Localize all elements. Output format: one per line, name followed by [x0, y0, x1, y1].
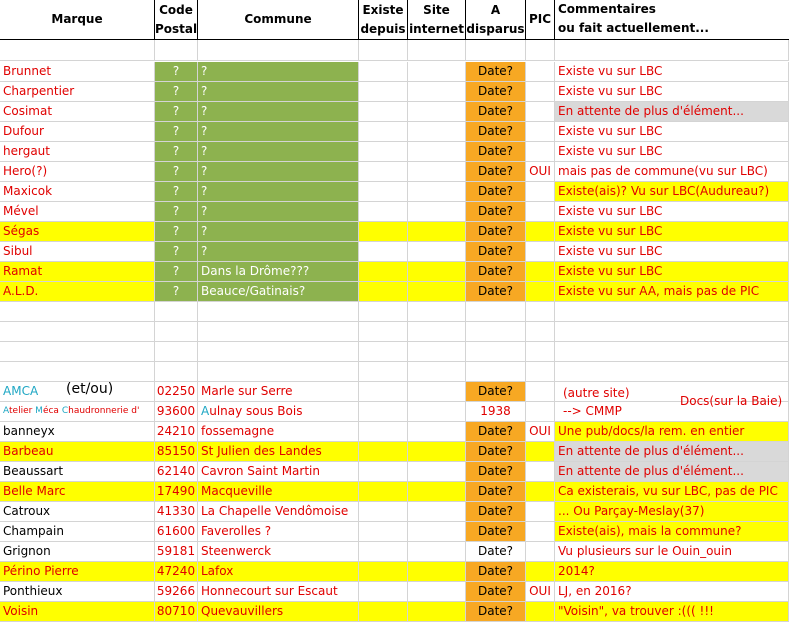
cell-empty[interactable]: [526, 362, 555, 382]
cell-comment[interactable]: ... Ou Parçay-Meslay(37): [555, 502, 789, 522]
cell-disparus[interactable]: Date?: [466, 482, 526, 502]
table-row: [0, 482, 789, 502]
cell-comment[interactable]: Existe vu sur AA, mais pas de PIC: [555, 282, 789, 302]
cell-pic[interactable]: OUI: [526, 162, 555, 182]
cell-disparus[interactable]: Date?: [466, 442, 526, 462]
cell-marque[interactable]: Sibul: [0, 242, 155, 262]
cell-pic[interactable]: OUI: [526, 582, 555, 602]
cell-code[interactable]: ?: [155, 142, 198, 162]
cell-empty[interactable]: [466, 40, 526, 61]
table-row: [0, 162, 789, 182]
cell-disparus[interactable]: Date?: [466, 102, 526, 122]
cell-empty[interactable]: [198, 342, 359, 362]
commune-b: ulnay sous Bois: [209, 404, 303, 418]
cell-empty[interactable]: [0, 342, 155, 362]
cell-comment[interactable]: Existe vu sur LBC: [555, 222, 789, 242]
cell-existe[interactable]: [359, 122, 408, 142]
header-code-postal[interactable]: [155, 0, 198, 40]
cell-existe[interactable]: [359, 562, 408, 582]
table-row: [0, 202, 789, 222]
cell-comment[interactable]: Existe vu sur LBC: [555, 142, 789, 162]
cell-comment[interactable]: En attente de plus d'élément...: [555, 102, 789, 122]
cell-existe[interactable]: [359, 422, 408, 442]
cell-site[interactable]: [408, 202, 466, 222]
cell-existe[interactable]: [359, 402, 408, 422]
cell-disparus[interactable]: Date?: [466, 262, 526, 282]
cell-comment[interactable]: En attente de plus d'élément...: [555, 442, 789, 462]
table-row: [0, 242, 789, 262]
table-row: [0, 462, 789, 482]
cell-disparus[interactable]: Date?: [466, 82, 526, 102]
cell-commune[interactable]: Cavron Saint Martin: [198, 462, 359, 482]
cell-empty[interactable]: [359, 40, 408, 61]
cell-commune[interactable]: ?: [198, 202, 359, 222]
table-row: [0, 182, 789, 202]
cell-disparus[interactable]: Date?: [466, 122, 526, 142]
commune-a: A: [201, 404, 210, 418]
cell-pic[interactable]: [526, 402, 555, 422]
cell-pic[interactable]: [526, 482, 555, 502]
cell-comment[interactable]: mais pas de commune(vu sur LBC): [555, 162, 789, 182]
cell-code[interactable]: ?: [155, 282, 198, 302]
cell-commune[interactable]: fossemagne: [198, 422, 359, 442]
cell-marque[interactable]: Grignon: [0, 542, 155, 562]
cell-marque[interactable]: Maxicok: [0, 182, 155, 202]
cell-site[interactable]: [408, 282, 466, 302]
cell-pic[interactable]: [526, 102, 555, 122]
cell-site[interactable]: [408, 102, 466, 122]
header-existe-depuis[interactable]: [359, 0, 408, 40]
cell-site[interactable]: [408, 122, 466, 142]
cell-code[interactable]: 02250: [155, 382, 198, 402]
cell-site[interactable]: [408, 482, 466, 502]
cell-existe[interactable]: [359, 442, 408, 462]
cell-marque[interactable]: Périno Pierre: [0, 562, 155, 582]
cell-commune[interactable]: Beauce/Gatinais?: [198, 282, 359, 302]
atelier-c: M: [35, 406, 43, 416]
table-row: [0, 122, 789, 142]
cell-pic[interactable]: [526, 462, 555, 482]
cell-disparus[interactable]: Date?: [466, 542, 526, 562]
cell-commune[interactable]: Lafox: [198, 562, 359, 582]
cell-marque[interactable]: A.L.D.: [0, 282, 155, 302]
cell-pic[interactable]: [526, 202, 555, 222]
cell-comment[interactable]: [555, 382, 789, 408]
blank-row: [0, 342, 789, 362]
cell-existe[interactable]: [359, 382, 408, 402]
cell-code[interactable]: ?: [155, 82, 198, 102]
table-row: [0, 282, 789, 302]
cell-existe[interactable]: [359, 542, 408, 562]
table-row: [0, 602, 789, 622]
cell-empty[interactable]: [198, 362, 359, 382]
cell-disparus[interactable]: Date?: [466, 562, 526, 582]
blank-row: [0, 362, 789, 382]
cell-marque[interactable]: hergaut: [0, 142, 155, 162]
cell-empty[interactable]: [466, 342, 526, 362]
comment-amca-extra: Docs(sur la Baie): [680, 394, 783, 408]
cell-site[interactable]: [408, 222, 466, 242]
cell-pic[interactable]: [526, 142, 555, 162]
cell-pic[interactable]: [526, 522, 555, 542]
blank-row: [0, 40, 789, 61]
header-internet-label: internet: [409, 21, 464, 36]
cell-pic[interactable]: [526, 562, 555, 582]
cell-commune[interactable]: Macqueville: [198, 482, 359, 502]
cell-site[interactable]: [408, 502, 466, 522]
header-pic[interactable]: [526, 0, 555, 40]
table-row: [0, 62, 789, 82]
cell-site[interactable]: [408, 442, 466, 462]
cell-marque[interactable]: Barbeau: [0, 442, 155, 462]
header-marque-label: Marque: [51, 12, 103, 26]
cell-marque[interactable]: Mével: [0, 202, 155, 222]
cell-empty[interactable]: [359, 302, 408, 322]
cell-empty[interactable]: [0, 302, 155, 322]
cell-empty[interactable]: [155, 302, 198, 322]
atelier-f: haudronnerie d': [68, 406, 140, 416]
cell-comment[interactable]: Existe(ais)? Vu sur LBC(Audureau?): [555, 182, 789, 202]
cell-commune[interactable]: ?: [198, 142, 359, 162]
cell-code[interactable]: 62140: [155, 462, 198, 482]
cell-marque[interactable]: [0, 382, 155, 402]
cell-site[interactable]: [408, 522, 466, 542]
cell-marque[interactable]: Ponthieux: [0, 582, 155, 602]
cell-pic[interactable]: [526, 222, 555, 242]
cell-code[interactable]: 17490: [155, 482, 198, 502]
cell-marque[interactable]: Hero(?): [0, 162, 155, 182]
cell-site[interactable]: [408, 242, 466, 262]
cell-code[interactable]: ?: [155, 202, 198, 222]
cell-code[interactable]: ?: [155, 262, 198, 282]
cell-marque[interactable]: Cosimat: [0, 102, 155, 122]
cell-marque[interactable]: Catroux: [0, 502, 155, 522]
cell-disparus[interactable]: Date?: [466, 282, 526, 302]
table-row: [0, 582, 789, 602]
cell-marque[interactable]: Belle Marc: [0, 482, 155, 502]
cell-marque[interactable]: Voisin: [0, 602, 155, 622]
cell-comment[interactable]: Vu plusieurs sur le Ouin_ouin: [555, 542, 789, 562]
cell-empty[interactable]: [155, 342, 198, 362]
table-row: [0, 222, 789, 242]
cell-marque[interactable]: Ségas: [0, 222, 155, 242]
cell-empty[interactable]: [0, 322, 155, 342]
cell-existe[interactable]: [359, 262, 408, 282]
cell-pic[interactable]: [526, 442, 555, 462]
cell-marque[interactable]: Brunnet: [0, 62, 155, 82]
cell-pic[interactable]: [526, 242, 555, 262]
cell-empty[interactable]: [526, 322, 555, 342]
cell-commune[interactable]: ?: [198, 242, 359, 262]
cell-comment[interactable]: Existe vu sur LBC: [555, 122, 789, 142]
cell-existe[interactable]: [359, 482, 408, 502]
header-postal-label: Postal: [154, 21, 198, 36]
cell-site[interactable]: [408, 562, 466, 582]
cell-disparus[interactable]: Date?: [466, 422, 526, 442]
atelier-e: C: [61, 406, 69, 416]
cell-existe[interactable]: [359, 222, 408, 242]
cell-disparus[interactable]: Date?: [466, 242, 526, 262]
cell-comment[interactable]: Existe vu sur LBC: [555, 202, 789, 222]
cell-empty[interactable]: [408, 342, 466, 362]
cell-pic[interactable]: [526, 122, 555, 142]
cell-marque[interactable]: Beaussart: [0, 462, 155, 482]
cell-existe[interactable]: [359, 202, 408, 222]
cell-existe[interactable]: [359, 82, 408, 102]
header-depuis-label: depuis: [360, 21, 406, 36]
cell-disparus[interactable]: 1938: [466, 402, 526, 422]
header-row: [0, 0, 789, 40]
cell-disparus[interactable]: Date?: [466, 142, 526, 162]
cell-empty[interactable]: [526, 40, 555, 61]
cell-empty[interactable]: [466, 302, 526, 322]
cell-disparus[interactable]: Date?: [466, 602, 526, 622]
cell-disparus[interactable]: Date?: [466, 522, 526, 542]
cell-existe[interactable]: [359, 282, 408, 302]
cell-empty[interactable]: [408, 322, 466, 342]
cell-code[interactable]: ?: [155, 62, 198, 82]
cell-empty[interactable]: [526, 302, 555, 322]
cell-code[interactable]: 93600: [155, 402, 198, 422]
header-existe-label: Existe: [362, 2, 404, 17]
header-commentaires[interactable]: [555, 0, 789, 40]
table-row: [0, 422, 789, 442]
cell-empty[interactable]: [0, 362, 155, 382]
cell-comment[interactable]: 2014?: [555, 562, 789, 582]
cell-site[interactable]: [408, 262, 466, 282]
table-row: [0, 82, 789, 102]
cell-empty[interactable]: [359, 342, 408, 362]
cell-comment[interactable]: Existe(ais), mais la commune?: [555, 522, 789, 542]
header-site-label: Site: [423, 2, 450, 17]
cell-empty[interactable]: [155, 362, 198, 382]
cell-code[interactable]: ?: [155, 242, 198, 262]
cell-empty[interactable]: [408, 40, 466, 61]
cell-marque[interactable]: Charpentier: [0, 82, 155, 102]
cell-commune[interactable]: ?: [198, 222, 359, 242]
table-row: [0, 502, 789, 522]
cell-site[interactable]: [408, 182, 466, 202]
cell-empty[interactable]: [359, 322, 408, 342]
header-commune-label: Commune: [244, 12, 312, 26]
cell-code[interactable]: ?: [155, 182, 198, 202]
cell-disparus[interactable]: Date?: [466, 462, 526, 482]
cell-code[interactable]: ?: [155, 162, 198, 182]
cell-disparus[interactable]: Date?: [466, 62, 526, 82]
cell-code[interactable]: ?: [155, 102, 198, 122]
cell-existe[interactable]: [359, 502, 408, 522]
table-row-atelier: [0, 402, 789, 422]
cell-disparus[interactable]: Date?: [466, 382, 526, 402]
cell-existe[interactable]: [359, 462, 408, 482]
cell-site[interactable]: [408, 142, 466, 162]
header-a-label: A: [490, 2, 501, 17]
header-disparus-label: disparus: [466, 21, 525, 36]
cell-commune[interactable]: Marle sur Serre: [198, 382, 359, 402]
cell-site[interactable]: [408, 602, 466, 622]
cell-comment[interactable]: Existe vu sur LBC: [555, 242, 789, 262]
cell-comment[interactable]: Existe vu sur LBC: [555, 62, 789, 82]
cell-comment[interactable]: "Voisin", va trouver :((( !!!: [555, 602, 789, 622]
cell-code[interactable]: 24210: [155, 422, 198, 442]
cell-comment[interactable]: Existe vu sur LBC: [555, 262, 789, 282]
cell-site[interactable]: [408, 382, 466, 402]
cell-commune[interactable]: [198, 402, 359, 422]
header-commune[interactable]: [198, 0, 359, 40]
cell-pic[interactable]: [526, 82, 555, 102]
cell-site[interactable]: [408, 582, 466, 602]
cell-commune[interactable]: Faverolles ?: [198, 522, 359, 542]
cell-disparus[interactable]: Date?: [466, 582, 526, 602]
cell-empty[interactable]: [555, 322, 789, 342]
cell-marque[interactable]: Dufour: [0, 122, 155, 142]
cell-commune[interactable]: ?: [198, 122, 359, 142]
cell-existe[interactable]: [359, 582, 408, 602]
cell-code[interactable]: 59266: [155, 582, 198, 602]
cell-empty[interactable]: [555, 40, 789, 61]
header-comment-sub-label: ou fait actuellement...: [558, 21, 709, 35]
cell-pic[interactable]: [526, 262, 555, 282]
cell-disparus[interactable]: Date?: [466, 502, 526, 522]
cell-site[interactable]: [408, 402, 466, 422]
cell-code[interactable]: 59181: [155, 542, 198, 562]
cell-pic[interactable]: [526, 62, 555, 82]
cell-empty[interactable]: [359, 362, 408, 382]
table-row: [0, 142, 789, 162]
cell-comment[interactable]: --> CMMP: [555, 402, 789, 422]
header-a-disparus[interactable]: [466, 0, 526, 40]
cell-empty[interactable]: [155, 322, 198, 342]
cell-disparus[interactable]: Date?: [466, 222, 526, 242]
cell-code[interactable]: 61600: [155, 522, 198, 542]
cell-site[interactable]: [408, 462, 466, 482]
cell-commune[interactable]: ?: [198, 182, 359, 202]
cell-pic[interactable]: [526, 542, 555, 562]
cell-empty[interactable]: [408, 362, 466, 382]
blank-row: [0, 322, 789, 342]
cell-code[interactable]: 41330: [155, 502, 198, 522]
header-code-label: Code: [159, 2, 193, 17]
header-marque[interactable]: [0, 0, 155, 40]
cell-disparus[interactable]: Date?: [466, 202, 526, 222]
header-comment-label: Commentaires: [558, 2, 656, 16]
cell-code[interactable]: 47240: [155, 562, 198, 582]
marque-amca-extra: (et/ou): [66, 381, 114, 397]
cell-empty[interactable]: [555, 362, 789, 382]
cell-empty[interactable]: [198, 40, 359, 61]
cell-pic[interactable]: [526, 602, 555, 622]
cell-existe[interactable]: [359, 162, 408, 182]
header-pic-label: PIC: [528, 12, 552, 26]
cell-pic[interactable]: [526, 502, 555, 522]
cell-pic[interactable]: [526, 182, 555, 202]
cell-code[interactable]: 80710: [155, 602, 198, 622]
cell-disparus[interactable]: Date?: [466, 162, 526, 182]
cell-site[interactable]: [408, 422, 466, 442]
comment-amca-text: (autre site): [563, 386, 630, 400]
cell-marque[interactable]: Ramat: [0, 262, 155, 282]
cell-existe[interactable]: [359, 62, 408, 82]
cell-site[interactable]: [408, 542, 466, 562]
header-site-internet[interactable]: [408, 0, 466, 40]
cell-empty[interactable]: [198, 322, 359, 342]
cell-commune[interactable]: ?: [198, 82, 359, 102]
cell-pic[interactable]: OUI: [526, 422, 555, 442]
cell-empty[interactable]: [198, 302, 359, 322]
cell-pic[interactable]: [526, 282, 555, 302]
cell-existe[interactable]: [359, 522, 408, 542]
cell-commune[interactable]: La Chapelle Vendômoise: [198, 502, 359, 522]
cell-disparus[interactable]: Date?: [466, 182, 526, 202]
cell-commune[interactable]: Quevauvillers: [198, 602, 359, 622]
cell-empty[interactable]: [0, 40, 155, 61]
cell-commune[interactable]: ?: [198, 62, 359, 82]
table-row: [0, 522, 789, 542]
cell-comment[interactable]: Une pub/docs/la rem. en entier: [555, 422, 789, 442]
cell-commune[interactable]: ?: [198, 102, 359, 122]
cell-comment[interactable]: Existe vu sur LBC: [555, 82, 789, 102]
cell-existe[interactable]: [359, 142, 408, 162]
cell-empty[interactable]: [555, 342, 789, 362]
table-row: [0, 562, 789, 582]
cell-pic[interactable]: [526, 382, 555, 402]
atelier-b: telier: [9, 406, 36, 416]
cell-site[interactable]: [408, 82, 466, 102]
table-row: [0, 442, 789, 462]
cell-comment[interactable]: Ca existerais, vu sur LBC, pas de PIC: [555, 482, 789, 502]
cell-existe[interactable]: [359, 182, 408, 202]
cell-existe[interactable]: [359, 242, 408, 262]
cell-code[interactable]: ?: [155, 122, 198, 142]
cell-commune[interactable]: Dans la Drôme???: [198, 262, 359, 282]
atelier-d: éca: [42, 406, 62, 416]
cell-commune[interactable]: Steenwerck: [198, 542, 359, 562]
table-row: [0, 262, 789, 282]
cell-empty[interactable]: [155, 40, 198, 61]
cell-code[interactable]: 85150: [155, 442, 198, 462]
cell-existe[interactable]: [359, 602, 408, 622]
cell-empty[interactable]: [466, 322, 526, 342]
table-row: [0, 542, 789, 562]
cell-commune[interactable]: St Julien des Landes: [198, 442, 359, 462]
marque-amca-text: AMCA: [3, 384, 39, 398]
cell-empty[interactable]: [555, 302, 789, 322]
cell-empty[interactable]: [408, 302, 466, 322]
cell-code[interactable]: ?: [155, 222, 198, 242]
cell-empty[interactable]: [466, 362, 526, 382]
cell-marque[interactable]: banneyx: [0, 422, 155, 442]
cell-marque[interactable]: Champain: [0, 522, 155, 542]
cell-site[interactable]: [408, 162, 466, 182]
cell-site[interactable]: [408, 62, 466, 82]
blank-row: [0, 302, 789, 322]
table-row: [0, 102, 789, 122]
cell-comment[interactable]: En attente de plus d'élément...: [555, 462, 789, 482]
atelier-a: A: [3, 406, 9, 416]
cell-existe[interactable]: [359, 102, 408, 122]
cell-commune[interactable]: ?: [198, 162, 359, 182]
table-row-amca: [0, 381, 789, 408]
cell-marque[interactable]: [0, 402, 155, 422]
cell-commune[interactable]: Honnecourt sur Escaut: [198, 582, 359, 602]
cell-empty[interactable]: [526, 342, 555, 362]
cell-comment[interactable]: LJ, en 2016?: [555, 582, 789, 602]
